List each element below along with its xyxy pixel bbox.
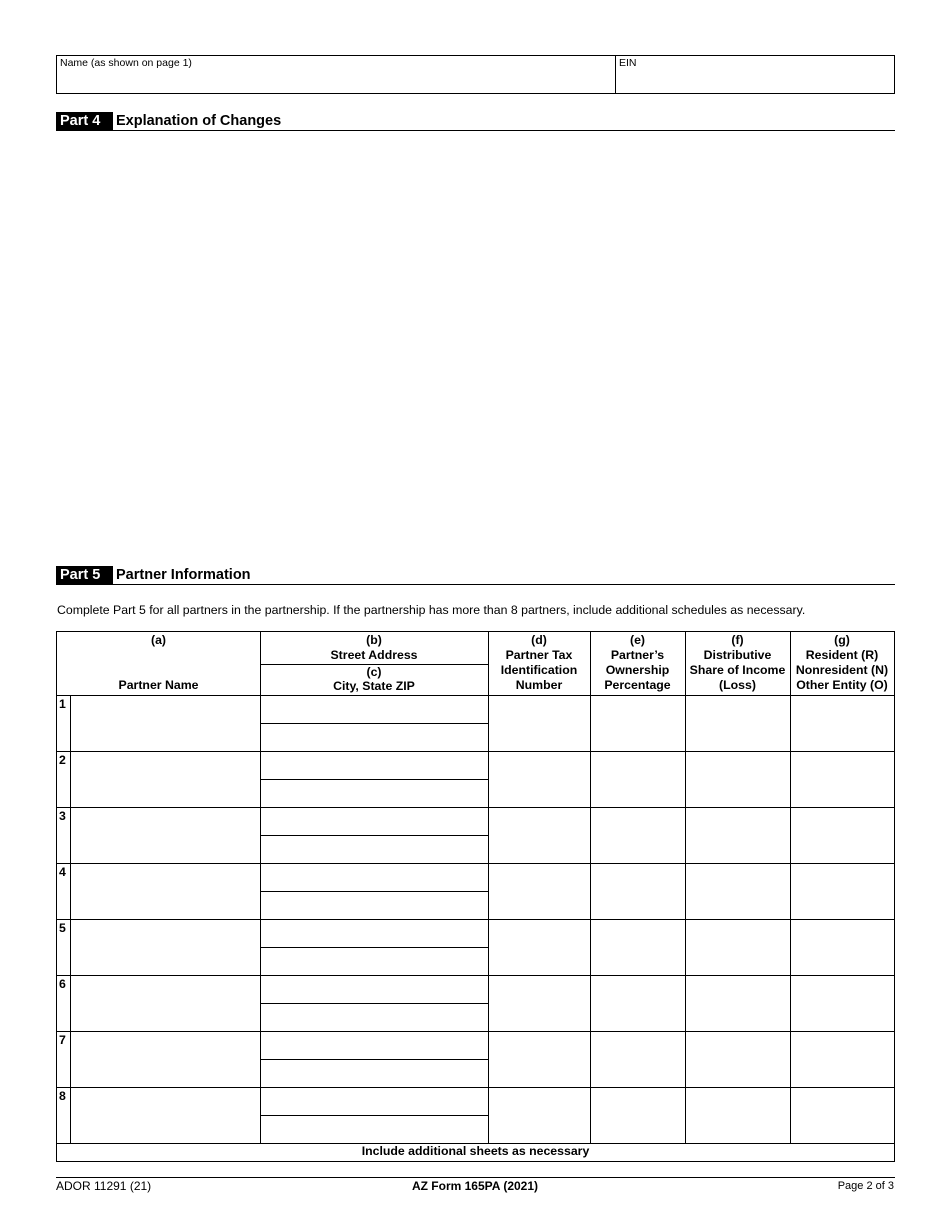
street-address-cell[interactable] <box>261 864 488 891</box>
partner-name-cell[interactable] <box>71 1032 260 1088</box>
col-f-label-3: (Loss) <box>719 678 756 692</box>
ownership-pct-cell[interactable] <box>591 752 685 807</box>
distributive-share-cell[interactable] <box>686 808 790 863</box>
row-number: 7 <box>59 1033 66 1047</box>
city-state-zip-cell[interactable] <box>261 1116 488 1143</box>
table-row <box>57 976 894 1032</box>
row-number: 6 <box>59 977 66 991</box>
street-address-cell[interactable] <box>261 808 488 835</box>
tax-id-cell[interactable] <box>489 1088 590 1143</box>
table-row <box>57 1088 894 1144</box>
table-row <box>57 696 894 752</box>
tax-id-cell[interactable] <box>489 752 590 807</box>
name-field-label: Name (as shown on page 1) <box>60 57 192 69</box>
partner-name-cell[interactable] <box>71 1088 260 1144</box>
col-g-letter: (g) <box>834 633 850 647</box>
part4-badge: Part 4 <box>56 112 113 131</box>
col-f-label-2: Share of Income <box>689 663 786 677</box>
partner-table <box>56 631 895 1162</box>
col-d-label-1: Partner Tax <box>505 648 573 662</box>
col-d-label-2: Identification <box>500 663 578 677</box>
partner-name-cell[interactable] <box>71 976 260 1032</box>
street-address-cell[interactable] <box>261 976 488 1003</box>
partner-name-cell[interactable] <box>71 920 260 976</box>
distributive-share-cell[interactable] <box>686 864 790 919</box>
col-c-label: City, State ZIP <box>333 679 415 693</box>
city-state-zip-cell[interactable] <box>261 1060 488 1087</box>
distributive-share-cell[interactable] <box>686 696 790 751</box>
city-state-zip-cell[interactable] <box>261 1004 488 1031</box>
footer-rule <box>56 1177 895 1178</box>
distributive-share-cell[interactable] <box>686 976 790 1031</box>
street-address-cell[interactable] <box>261 1032 488 1059</box>
residency-cell[interactable] <box>791 920 894 975</box>
street-address-cell[interactable] <box>261 752 488 779</box>
ownership-pct-cell[interactable] <box>591 1032 685 1087</box>
distributive-share-cell[interactable] <box>686 920 790 975</box>
part4-heading <box>56 112 895 131</box>
tax-id-cell[interactable] <box>489 808 590 863</box>
residency-cell[interactable] <box>791 808 894 863</box>
street-address-cell[interactable] <box>261 696 488 723</box>
col-b-label: Street Address <box>330 648 418 662</box>
ownership-pct-cell[interactable] <box>591 920 685 975</box>
col-e-label-3: Percentage <box>604 678 671 692</box>
part5-title: Partner Information <box>116 567 251 583</box>
form-title: AZ Form 165PA (2021) <box>411 1179 539 1193</box>
col-a-label: Partner Name <box>118 678 199 692</box>
row-number: 8 <box>59 1089 66 1103</box>
table-row <box>57 864 894 920</box>
partner-name-cell[interactable] <box>71 808 260 864</box>
row-number: 4 <box>59 865 66 879</box>
col-b-letter: (b) <box>366 633 382 647</box>
ein-field-label: EIN <box>619 57 637 69</box>
col-f-letter: (f) <box>731 633 744 647</box>
tax-id-cell[interactable] <box>489 1032 590 1087</box>
row-number: 1 <box>59 697 66 711</box>
ownership-pct-cell[interactable] <box>591 1088 685 1143</box>
part5-heading <box>56 566 895 585</box>
residency-cell[interactable] <box>791 864 894 919</box>
name-ein-header <box>56 55 895 94</box>
residency-cell[interactable] <box>791 976 894 1031</box>
residency-cell[interactable] <box>791 1032 894 1087</box>
city-state-zip-cell[interactable] <box>261 836 488 863</box>
table-row <box>57 808 894 864</box>
col-e-letter: (e) <box>629 633 646 647</box>
ownership-pct-cell[interactable] <box>591 808 685 863</box>
row-number: 2 <box>59 753 66 767</box>
ownership-pct-cell[interactable] <box>591 864 685 919</box>
city-state-zip-cell[interactable] <box>261 780 488 807</box>
tax-id-cell[interactable] <box>489 920 590 975</box>
part5-instructions: Complete Part 5 for all partners in the partnership. If the partnership has more than 8 partners, include additional schedules as necessary. <box>57 603 806 617</box>
ownership-pct-cell[interactable] <box>591 696 685 751</box>
partner-name-cell[interactable] <box>71 752 260 808</box>
tax-id-cell[interactable] <box>489 864 590 919</box>
city-state-zip-cell[interactable] <box>261 948 488 975</box>
col-f-label-1: Distributive <box>703 648 772 662</box>
residency-cell[interactable] <box>791 1088 894 1143</box>
partner-name-cell[interactable] <box>71 864 260 920</box>
distributive-share-cell[interactable] <box>686 1088 790 1143</box>
ein-field[interactable] <box>616 56 894 93</box>
col-d-label-3: Number <box>515 678 563 692</box>
page-number: Page 2 of 3 <box>837 1180 894 1192</box>
tax-id-cell[interactable] <box>489 976 590 1031</box>
row-number: 5 <box>59 921 66 935</box>
col-c-letter: (c) <box>366 665 382 679</box>
tax-id-cell[interactable] <box>489 696 590 751</box>
col-g-label-3: Other Entity (O) <box>796 678 888 692</box>
ownership-pct-cell[interactable] <box>591 976 685 1031</box>
distributive-share-cell[interactable] <box>686 752 790 807</box>
explanation-area[interactable] <box>56 134 895 554</box>
col-d-letter: (d) <box>531 633 547 647</box>
distributive-share-cell[interactable] <box>686 1032 790 1087</box>
col-g-label-2: Nonresident (N) <box>795 663 889 677</box>
col-e-label-2: Ownership <box>605 663 670 677</box>
table-row <box>57 1032 894 1088</box>
col-a-letter: (a) <box>150 633 167 647</box>
residency-cell[interactable] <box>791 752 894 807</box>
col-g-label-1: Resident (R) <box>805 648 879 662</box>
partner-name-cell[interactable] <box>71 696 260 752</box>
table-row <box>57 920 894 976</box>
street-address-cell[interactable] <box>261 920 488 947</box>
city-state-zip-cell[interactable] <box>261 724 488 751</box>
table-row <box>57 752 894 808</box>
form-number: ADOR 11291 (21) <box>56 1179 152 1193</box>
city-state-zip-cell[interactable] <box>261 892 488 919</box>
name-field[interactable] <box>57 56 616 93</box>
part5-badge: Part 5 <box>56 566 113 585</box>
row-number: 3 <box>59 809 66 823</box>
street-address-cell[interactable] <box>261 1088 488 1115</box>
col-e-label-1: Partner’s <box>610 648 665 662</box>
part4-title: Explanation of Changes <box>116 113 282 129</box>
residency-cell[interactable] <box>791 696 894 751</box>
table-footer-note: Include additional sheets as necessary <box>361 1144 590 1158</box>
